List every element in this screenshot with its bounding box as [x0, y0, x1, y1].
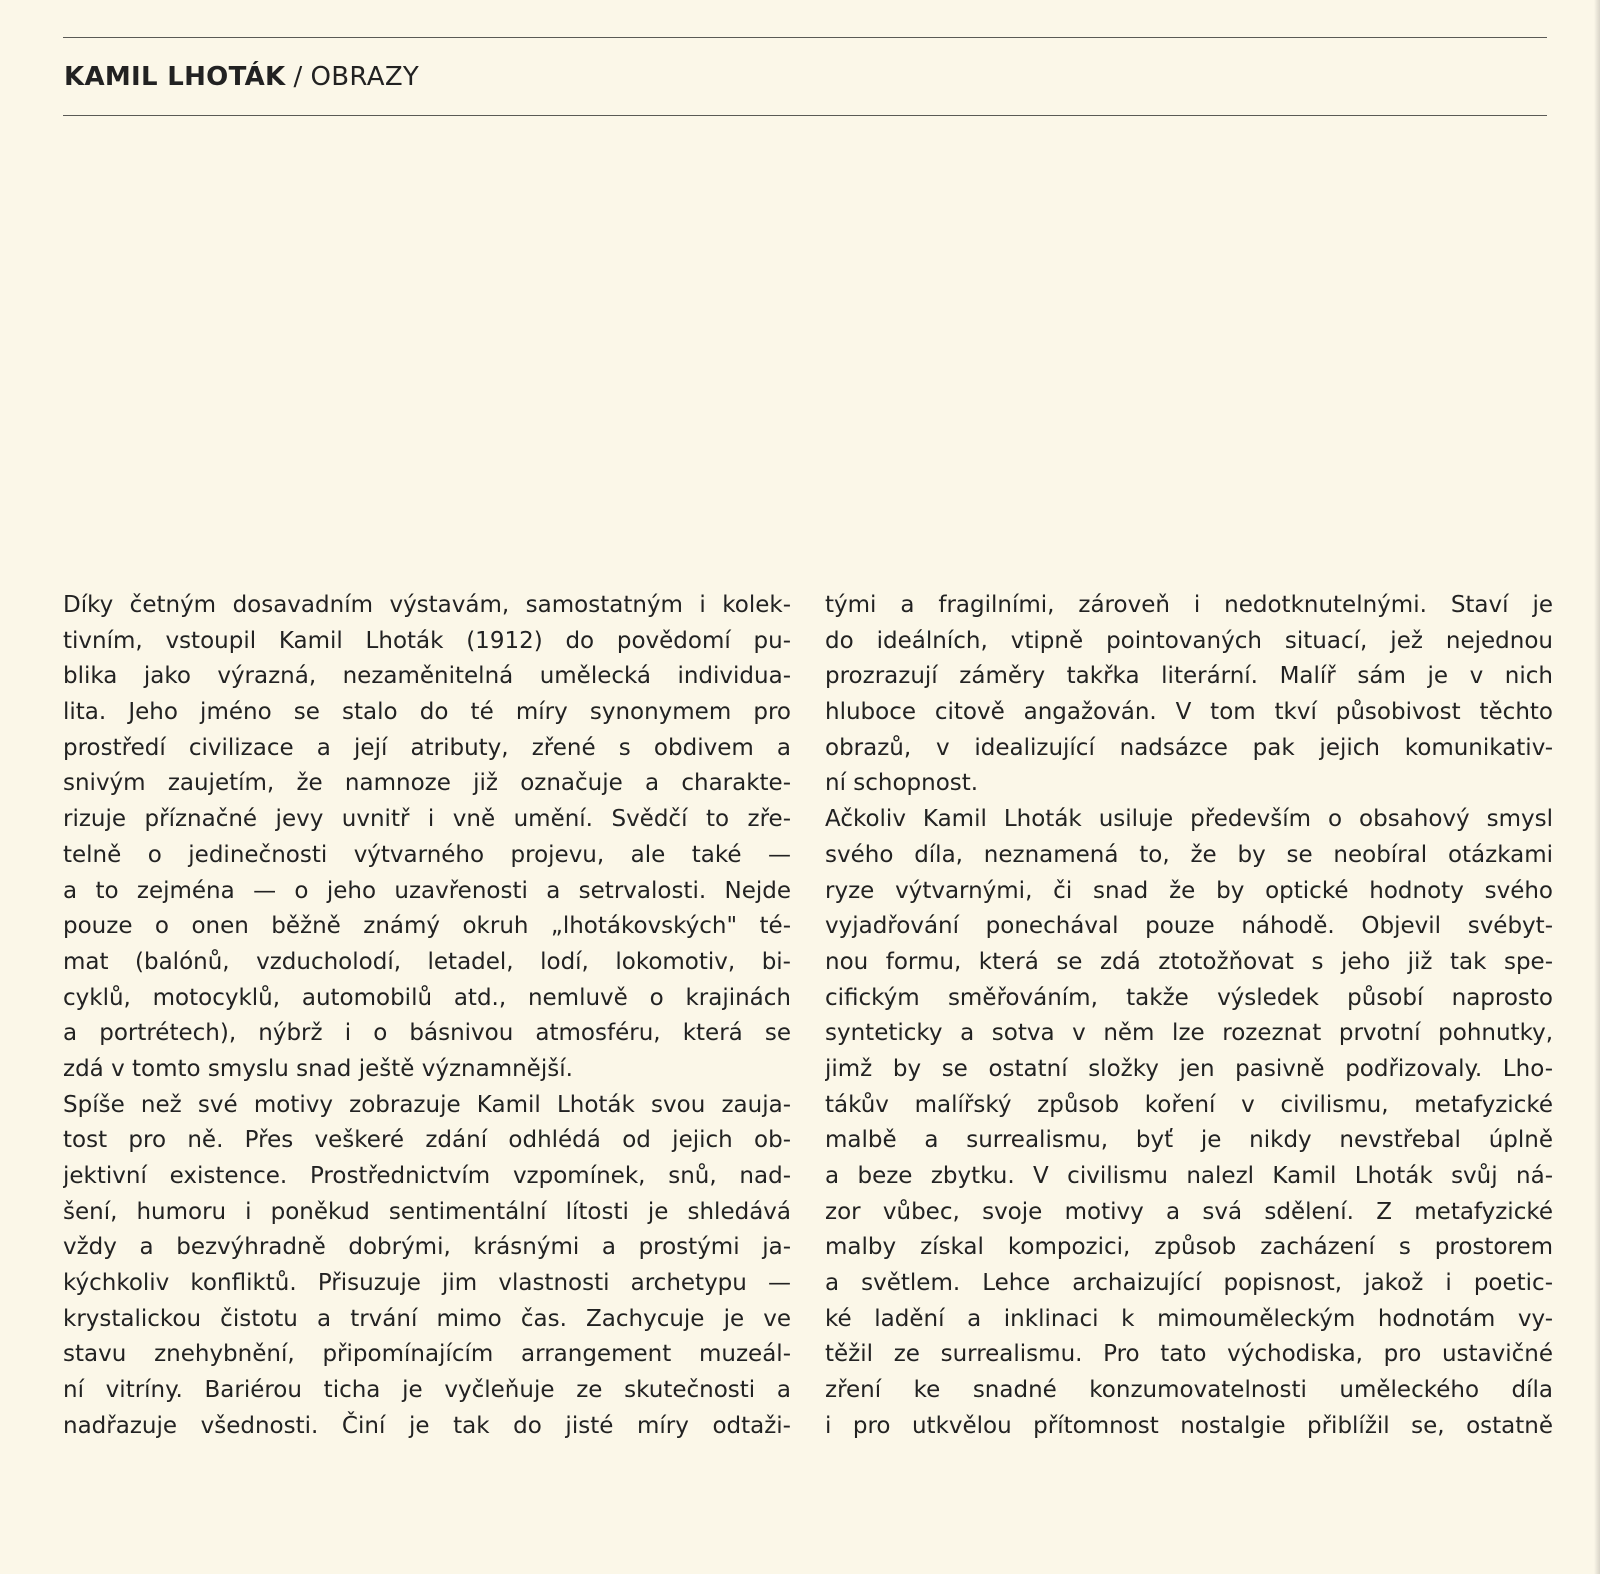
text-line: tost pro ně. Přes veškeré zdání odhlédá od jejich ob-	[63, 1127, 791, 1154]
text-line: Spíše než své motivy zobrazuje Kamil Lhoták svou zauja-	[63, 1091, 791, 1118]
text-line: a světlem. Lehce archaizující popisnost, jakož i poetic-	[825, 1270, 1553, 1297]
header-author: KAMIL LHOTÁK	[64, 62, 286, 92]
header-separator: /	[293, 62, 303, 92]
text-line: a beze zbytku. V civilismu nalezl Kamil Lhoták svůj ná-	[825, 1163, 1553, 1189]
text-line: snivým zaujetím, že namnoze již označuje a charakte-	[63, 770, 791, 797]
text-line: nou formu, která se zdá ztotožňovat s jeho již tak spe-	[825, 948, 1553, 975]
text-line: vždy a bezvýhradně dobrými, krásnými a prostými ja-	[63, 1234, 791, 1261]
text-line: vyjadřování ponechával pouze náhodě. Objevil svébyt-	[825, 913, 1553, 940]
page-edge-shadow	[1594, 0, 1600, 1574]
text-line: cifickým směřováním, takže výsledek působí naprosto	[825, 984, 1553, 1011]
text-line: obrazů, v idealizující nadsázce pak jejich komunikativ-	[825, 734, 1553, 761]
text-line: cyklů, motocyklů, automobilů atd., nemluvě o krajinách	[63, 984, 791, 1011]
text-line: tivním, vstoupil Kamil Lhoták (1912) do povědomí pu-	[63, 627, 791, 654]
text-line: a portrétech), nýbrž i o básnivou atmosféru, která se	[63, 1020, 791, 1047]
text-line: kýchkoliv konfliktů. Přisuzuje jim vlastnosti archetypu —	[63, 1270, 791, 1297]
text-line: jimž by se ostatní složky jen pasivně podřizovaly. Lho-	[825, 1055, 1553, 1082]
text-line: nadřazuje všednosti. Činí je tak do jisté míry odtaži-	[63, 1412, 791, 1439]
running-header	[64, 62, 419, 92]
text-line: a to zejména — o jeho uzavřenosti a setrvalosti. Nejde	[63, 877, 791, 904]
text-line: prozrazují záměry takřka literární. Malíř sám je v nich	[825, 663, 1553, 690]
text-line: Díky četným dosavadním výstavám, samostatným i kolek-	[63, 592, 791, 618]
header-title: OBRAZY	[310, 62, 420, 92]
text-line: lita. Jeho jméno se stalo do té míry synonymem pro	[63, 699, 791, 726]
text-line: zření ke snadné konzumovatelnosti uměleckého díla	[825, 1377, 1553, 1404]
text-line: mat (balónů, vzducholodí, letadel, lodí, lokomotiv, bi-	[63, 948, 791, 975]
text-line: ní schopnost.	[825, 770, 979, 797]
text-line: ké ladění a inklinaci k mimouměleckým hodnotám vy-	[825, 1305, 1553, 1332]
text-line: hluboce citově angažován. V tom tkví působivost těchto	[825, 699, 1553, 726]
text-line: tákův malířský způsob koření v civilismu, metafyzické	[825, 1091, 1553, 1118]
text-line: stavu znehybnění, připomínajícím arrangement muzeál-	[63, 1341, 791, 1368]
text-line: synteticky a sotva v něm lze rozeznat prvotní pohnutky,	[825, 1020, 1553, 1047]
text-line: zor vůbec, svoje motivy a svá sdělení. Z metafyzické	[825, 1198, 1553, 1225]
top-rule	[63, 37, 1547, 38]
text-line: krystalickou čistotu a trvání mimo čas. Zachycuje je ve	[63, 1305, 791, 1332]
text-line: malby získal kompozici, způsob zacházení s prostorem	[825, 1234, 1553, 1261]
header-bottom-rule	[63, 115, 1547, 116]
text-line: šení, humoru i poněkud sentimentální lítosti je shledává	[63, 1198, 791, 1225]
text-line: telně o jedinečnosti výtvarného projevu, ale také —	[63, 841, 791, 868]
text-line: pouze o onen běžně známý okruh „lhotákovských" té-	[63, 913, 791, 940]
text-line: Ačkoliv Kamil Lhoták usiluje především o obsahový smysl	[825, 806, 1553, 833]
text-line: malbě a surrealismu, byť je nikdy nevstřebal úplně	[825, 1127, 1553, 1154]
text-line: těžil ze surrealismu. Pro tato východiska, pro ustavičné	[825, 1341, 1553, 1368]
left-text-column	[63, 588, 791, 1445]
text-line: rizuje příznačné jevy uvnitř i vně umění. Svědčí to zře-	[63, 806, 791, 833]
text-line: zdá v tomto smyslu snad ještě významnější.	[63, 1055, 573, 1082]
text-line: blika jako výrazná, nezaměnitelná umělecká individua-	[63, 663, 791, 690]
text-line: ní vitríny. Bariérou ticha je vyčleňuje ze skutečnosti a	[63, 1377, 791, 1404]
text-line: svého díla, neznamená to, že by se neobíral otázkami	[825, 841, 1553, 868]
text-line: i pro utkvělou přítomnost nostalgie přiblížil se, ostatně	[825, 1412, 1553, 1439]
text-line: do ideálních, vtipně pointovaných situací, jež nejednou	[825, 627, 1553, 654]
text-line: tými a fragilními, zároveň i nedotknutelnými. Staví je	[825, 592, 1553, 618]
text-line: prostředí civilizace a její atributy, zřené s obdivem a	[63, 734, 791, 761]
right-text-column	[825, 588, 1553, 1445]
text-line: ryze výtvarnými, či snad že by optické hodnoty svého	[825, 877, 1553, 904]
text-line: jektivní existence. Prostřednictvím vzpomínek, snů, nad-	[63, 1163, 791, 1189]
